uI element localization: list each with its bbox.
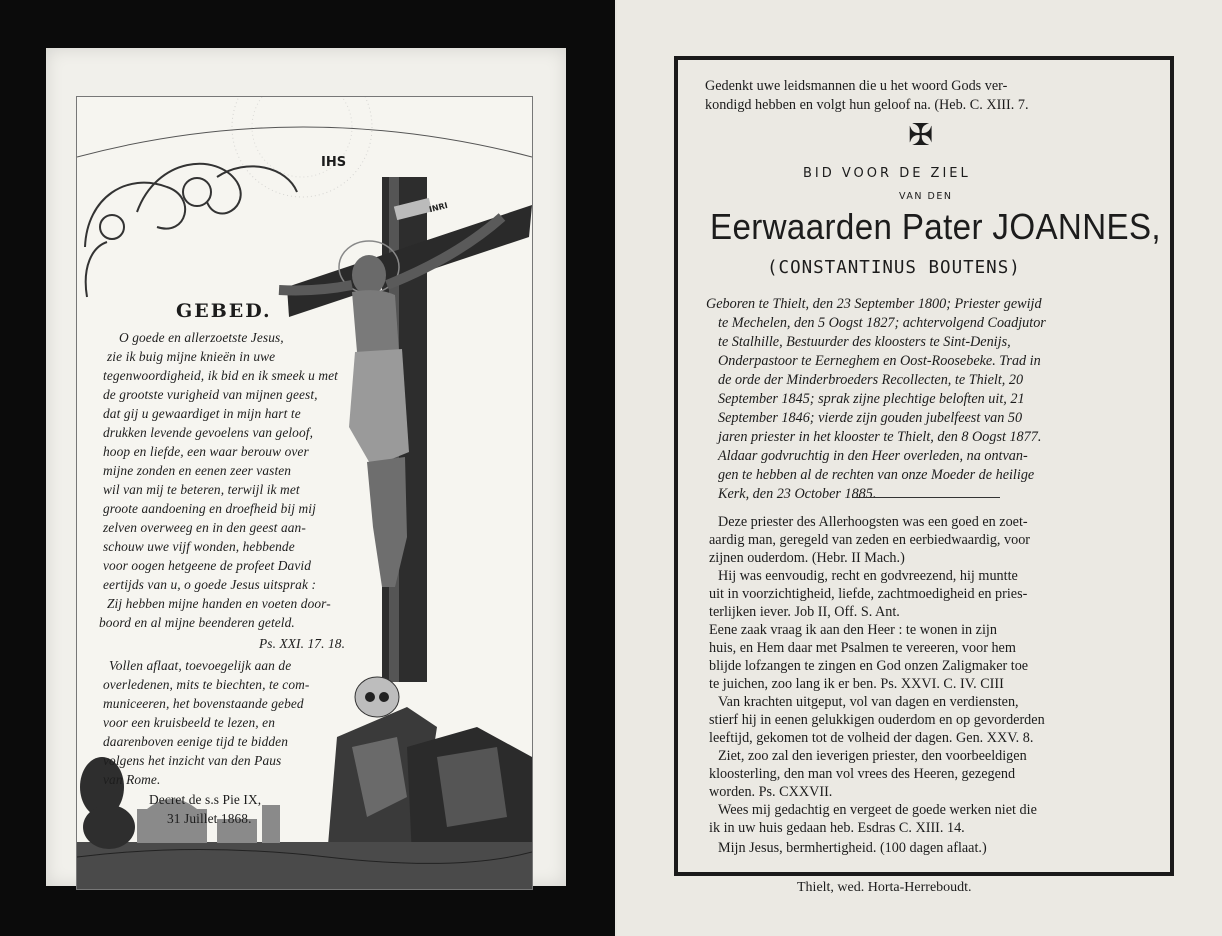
- verse-line: worden. Ps. CXXVII.: [709, 784, 833, 800]
- biography-line: gen te hebben al de rechten van onze Moeder de heilige: [718, 467, 1035, 483]
- section-divider: [852, 497, 1000, 498]
- biography-line: September 1846; vierde zijn gouden jubelfeest van 50: [718, 410, 1023, 426]
- indulgence-line: Vollen aflaat, toevoegelijk aan de: [109, 658, 292, 673]
- indulgence-line: voor een kruisbeeld te lezen, en: [103, 715, 276, 730]
- verse-line: huis, en Hem daar met Psalmen te vereeren, voor hem: [709, 640, 1016, 656]
- verse-line: Hij was eenvoudig, recht en godvreezend, hij muntte: [718, 568, 1018, 584]
- prayer-line: wil van mij te beteren, terwijl ik met: [103, 482, 300, 497]
- radiance-glow: [232, 97, 372, 197]
- prayer-line: de grootste vurigheid van mijnen geest,: [103, 387, 318, 402]
- indulgence-line: volgens het inzicht van den Paus: [103, 753, 282, 768]
- verse-line: te juichen, zoo lang ik er ben. Ps. XXVI. C. IV. CIII: [709, 676, 1004, 692]
- verse-line: Deze priester des Allerhoogsten was een goed en zoet-: [718, 514, 1028, 530]
- verse-line: Eene zaak vraag ik aan den Heer : te wonen in zijn: [709, 622, 997, 638]
- pray-for-soul-heading: BID VOOR DE ZIEL: [803, 166, 971, 181]
- prayer-line: zie ik buig mijne knieën in uwe: [107, 349, 276, 364]
- biography-line: Onderpastoor te Eerneghem en Oost-Roosebeke. Trad in: [718, 353, 1041, 369]
- civil-name: (CONSTANTINUS BOUTENS): [767, 258, 1021, 278]
- biography-line: Geboren te Thielt, den 23 September 1800; Priester gewijd: [706, 296, 1042, 312]
- prayer-line: O goede en allerzoetste Jesus,: [119, 330, 284, 345]
- biography-line: te Stalhille, Bestuurder des kloosters te Sint-Denijs,: [718, 334, 1011, 350]
- indulgence-line: municeeren, het bovenstaande gebed: [103, 696, 304, 711]
- verse-line: ik in uw huis gedaan heb. Esdras C. XIII. 14.: [709, 820, 965, 836]
- ornament-scroll: [85, 164, 297, 297]
- verse-line: Van krachten uitgeput, vol van dagen en verdiensten,: [718, 694, 1019, 710]
- verse-line: uit in voorzichtigheid, liefde, zachtmoedigheid en pries-: [709, 586, 1028, 602]
- verse-line: terlijken iever. Job II, Off. S. Ant.: [709, 604, 900, 620]
- prayer-line: drukken levende gevoelens van geloof,: [103, 425, 314, 440]
- prayer-line: Zij hebben mijne handen en voeten door-: [107, 596, 331, 611]
- indulgence-line: daarenboven eenige tijd te bidden: [103, 734, 289, 749]
- prayer-line: eertijds van u, o goede Jesus uitsprak :: [103, 577, 316, 592]
- prayer-line: schouw uwe vijf wonden, hebbende: [103, 539, 295, 554]
- verse-line: Wees mij gedachtig en vergeet de goede werken niet die: [718, 802, 1037, 818]
- prayer-line: mijne zonden en eenen zeer vasten: [103, 463, 292, 478]
- ground: [77, 842, 532, 889]
- biography-line: September 1845; sprak zijne plechtige beloften uit, 21: [718, 391, 1025, 407]
- tree: [80, 757, 135, 849]
- prayer-title: GEBED.: [176, 300, 272, 322]
- decree-line: Decret de s.s Pie IX,: [149, 792, 262, 807]
- biography-line: Aldaar godvruchtig in den Heer overleden, na ontvan-: [718, 448, 1028, 464]
- inri-plaque-text: INRI: [428, 200, 449, 215]
- deceased-name: Eerwaarden Pater JOANNES,: [710, 206, 1161, 247]
- cross-pattee-icon: ✠: [908, 118, 934, 153]
- prayer-line: groote aandoening en droefheid bij mij: [103, 501, 316, 516]
- prayer-line: tegenwoordigheid, ik bid en ik smeek u met: [103, 368, 338, 383]
- printer-imprint: Thielt, wed. Horta-Herreboudt.: [797, 880, 972, 895]
- biography-line: Kerk, den 23 October 1885.: [718, 486, 877, 502]
- right-card-paper: [617, 0, 1222, 936]
- biography-line: te Mechelen, den 5 Oogst 1827; achtervolgend Coadjutor: [718, 315, 1046, 331]
- closing-invocation: Mijn Jesus, bermhertigheid. (100 dagen aflaat.): [718, 840, 987, 856]
- prayer-line: boord en al mijne beenderen geteld.: [99, 615, 295, 630]
- verse-line: kloosterling, den man vol vrees des Heeren, gezegend: [709, 766, 1016, 782]
- biography-line: jaren priester in het klooster te Thielt, den 8 Oogst 1877.: [718, 429, 1042, 445]
- epigraph-line: kondigd hebben en volgt hun geloof na. (Heb. C. XIII. 7.: [705, 97, 1029, 113]
- verse-line: aardig man, geregeld van zeden en eerbiedwaardig, voor: [709, 532, 1031, 548]
- prayer-reference: Ps. XXI. 17. 18.: [259, 636, 346, 651]
- verse-line: zijnen ouderdom. (Hebr. II Mach.): [709, 550, 905, 566]
- prayer-line: dat gij u gewaardiget in mijn hart te: [103, 406, 301, 421]
- of-the-label: VAN DEN: [899, 191, 953, 202]
- prayer-line: zelven overweeg en in den geest aan-: [103, 520, 306, 535]
- skull: [355, 677, 399, 717]
- verse-line: Ziet, zoo zal den ieverigen priester, den voorbeeldigen: [718, 748, 1027, 764]
- left-card-paper: [46, 48, 566, 886]
- indulgence-line: overledenen, mits te biechten, te com-: [103, 677, 310, 692]
- indulgence-line: van Rome.: [103, 772, 161, 787]
- prayer-line: hoop en liefde, een waar berouw over: [103, 444, 309, 459]
- prayer-line: voor oogen hetgeene de profeet David: [103, 558, 311, 573]
- biography-line: de orde der Minderbroeders Recollecten, te Thielt, 20: [718, 372, 1024, 388]
- rocks: [327, 707, 532, 857]
- verse-line: leeftijd, gekomen tot de volheid der dagen. Gen. XXV. 8.: [709, 730, 1034, 746]
- engraving-frame: [76, 96, 533, 890]
- verse-line: stierf hij in eenen gelukkigen ouderdom en op gevorderden: [709, 712, 1045, 728]
- epigraph-line: Gedenkt uwe leidsmannen die u het woord Gods ver-: [705, 78, 1008, 94]
- arch-line: [77, 127, 532, 157]
- verse-line: blijde lofzangen te zingen en God onzen Zaligmaker toe: [709, 658, 1029, 674]
- ihs-monogram: IHS: [321, 155, 347, 170]
- decree-date: 31 Juillet 1868.: [167, 811, 252, 826]
